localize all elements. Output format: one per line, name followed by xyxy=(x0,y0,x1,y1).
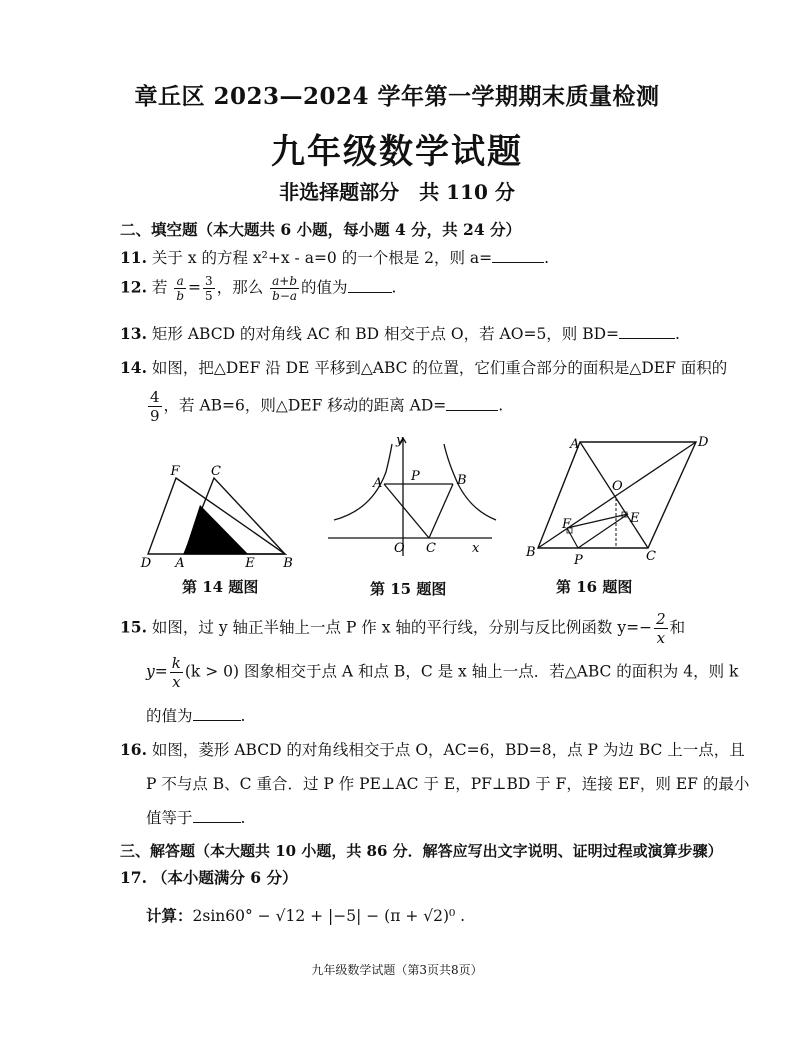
label-A: A xyxy=(373,476,383,491)
q11-answer-blank xyxy=(492,248,544,263)
frac-denominator: b xyxy=(176,289,185,303)
label-y: y xyxy=(396,433,404,448)
frac-denominator: x xyxy=(656,629,666,647)
q12-fraction-a-b xyxy=(174,274,186,303)
q16-number: 16. xyxy=(120,740,147,759)
q15-line2-pre: y= xyxy=(146,662,168,681)
part2-heading: 二、填空题（本大题共 6 小题，每小题 4 分，共 24 分） xyxy=(120,220,522,239)
label-F: F xyxy=(562,517,572,532)
frac-denominator: x xyxy=(172,673,181,691)
segment-pe xyxy=(578,514,628,548)
curve-left-branch xyxy=(334,444,392,520)
q14-line1: 如图，把△DEF 沿 DE 平移到△ABC 的位置，它们重合部分的面积是△DEF 面积的 xyxy=(151,359,728,377)
q15-answer-blank xyxy=(193,706,241,721)
q16-line3: 值等于 xyxy=(146,809,193,827)
frac-denominator: b−a xyxy=(272,289,298,303)
label-B: B xyxy=(283,556,293,570)
overlap-region xyxy=(184,505,248,554)
question-11 xyxy=(120,246,549,268)
q15-line1-end: 和 xyxy=(669,618,686,637)
q12-end: . xyxy=(391,278,397,297)
label-P: P xyxy=(411,469,420,484)
q14-number: 14. xyxy=(120,358,147,377)
segment-ef xyxy=(567,514,628,528)
question-13 xyxy=(120,322,680,344)
label-O: O xyxy=(612,479,623,494)
q16-line2: P 不与点 B、C 重合．过 P 作 PE⊥AC 于 E，PF⊥BD 于 F，连接 EF，则 EF 的最小 xyxy=(146,775,750,793)
q15-fraction-2-x xyxy=(654,610,668,647)
figure-16 xyxy=(520,430,712,570)
q14-fraction-4-9 xyxy=(148,388,162,425)
q15-line2: (k > 0) 图象相交于点 A 和点 B，C 是 x 轴上一点．若△ABC 的面积为 4，则 k xyxy=(184,662,739,681)
frac-numerator: k xyxy=(171,654,181,672)
curve-right-branch xyxy=(444,444,496,520)
q13-text: 矩形 ABCD 的对角线 AC 和 BD 相交于点 O，若 AO=5，则 BD= xyxy=(151,325,620,343)
frac-numerator: a+b xyxy=(272,274,298,288)
q12-mid: ，那么 xyxy=(216,278,264,297)
diagonal-ac xyxy=(580,442,648,548)
exam-title: 章丘区 2023—2024 学年第一学期期末质量检测 xyxy=(134,83,660,110)
q12-number: 12. xyxy=(120,277,147,297)
label-E: E xyxy=(245,556,255,570)
label-x: x xyxy=(472,541,480,556)
q17-score: （本小题满分 6 分） xyxy=(151,868,298,887)
question-16-line3 xyxy=(146,806,245,828)
figure-15 xyxy=(326,432,498,562)
question-17-header xyxy=(120,866,297,888)
q12-fraction-3-5 xyxy=(203,274,215,303)
section-title: 非选择题部分 共 110 分 xyxy=(279,180,515,204)
figure-16-caption: 第 16 题图 xyxy=(556,578,633,596)
question-16-line2 xyxy=(146,772,749,794)
q15-number: 15. xyxy=(120,617,147,637)
q13-number: 13. xyxy=(120,324,147,343)
q12-pre: 若 xyxy=(151,278,168,297)
frac-denominator: 5 xyxy=(205,289,213,303)
q12-post: 的值为 xyxy=(301,278,348,297)
frac-numerator: 3 xyxy=(205,274,213,288)
part3-heading: 三、解答题（本大题共 10 小题，共 86 分．解答应写出文字说明、证明过程或演算步骤） xyxy=(120,842,723,860)
label-C: C xyxy=(211,464,221,479)
label-B: B xyxy=(526,545,536,560)
line-ac xyxy=(384,484,429,538)
question-15-line1 xyxy=(120,610,685,647)
line-bc xyxy=(429,484,453,538)
q11-text: 关于 x 的方程 x²+x - a=0 的一个根是 2，则 a= xyxy=(151,249,493,267)
q15-end: . xyxy=(240,707,246,725)
q12-answer-blank xyxy=(348,278,392,293)
q12-eq: = xyxy=(188,278,202,297)
q16-end: . xyxy=(240,809,246,827)
label-P: P xyxy=(574,553,583,568)
figure-14-caption: 第 14 题图 xyxy=(182,578,259,596)
frac-numerator: a xyxy=(174,274,186,289)
q17-label: 计算： xyxy=(146,906,193,925)
q15-fraction-k-x xyxy=(170,654,183,691)
label-B: B xyxy=(457,473,467,488)
question-14-line1 xyxy=(120,356,727,378)
subject-title: 九年级数学试题 xyxy=(271,132,523,172)
q16-line1: 如图，菱形 ABCD 的对角线相交于点 O，AC=6，BD=8，点 P 为边 BC 上一点，且 xyxy=(151,741,745,759)
page-footer: 九年级数学试题（第3页共8页） xyxy=(311,963,483,977)
q11-end: . xyxy=(544,249,550,267)
question-16-line1 xyxy=(120,738,745,760)
q11-number: 11. xyxy=(120,248,147,267)
q15-line1: 如图，过 y 轴正半轴上一点 P 作 x 轴的平行线，分别与反比例函数 y=− xyxy=(151,618,653,637)
figure-14 xyxy=(138,462,300,570)
q13-answer-blank xyxy=(619,324,675,339)
label-O: O xyxy=(394,541,405,556)
label-A: A xyxy=(570,437,580,452)
q14-end: . xyxy=(498,396,504,415)
question-15-line2 xyxy=(146,654,738,691)
frac-denominator: 9 xyxy=(150,407,160,425)
label-E: E xyxy=(630,511,640,526)
label-C: C xyxy=(426,541,436,556)
question-12 xyxy=(120,274,396,303)
question-14-line2 xyxy=(146,388,503,425)
label-A: A xyxy=(175,556,185,570)
frac-numerator: 2 xyxy=(656,610,666,628)
label-D: D xyxy=(698,435,709,450)
label-C: C xyxy=(646,549,656,564)
label-F: F xyxy=(170,464,180,479)
q14-line2: ，若 AB=6，则△DEF 移动的距离 AD= xyxy=(163,396,447,415)
frac-numerator: 4 xyxy=(150,388,160,406)
label-D: D xyxy=(140,556,152,570)
q16-answer-blank xyxy=(193,808,241,823)
q15-line3: 的值为 xyxy=(146,707,193,725)
figure-15-caption: 第 15 题图 xyxy=(370,580,447,598)
question-17-expression xyxy=(146,904,465,926)
q13-end: . xyxy=(675,325,680,343)
q17-number: 17. xyxy=(120,868,147,887)
q12-fraction-sum-diff xyxy=(270,274,299,303)
q14-answer-blank xyxy=(446,396,498,411)
q17-expression-text: 2sin60° − √12 + |−5| − (π + √2)⁰ . xyxy=(192,907,466,925)
question-15-line3 xyxy=(146,704,245,726)
